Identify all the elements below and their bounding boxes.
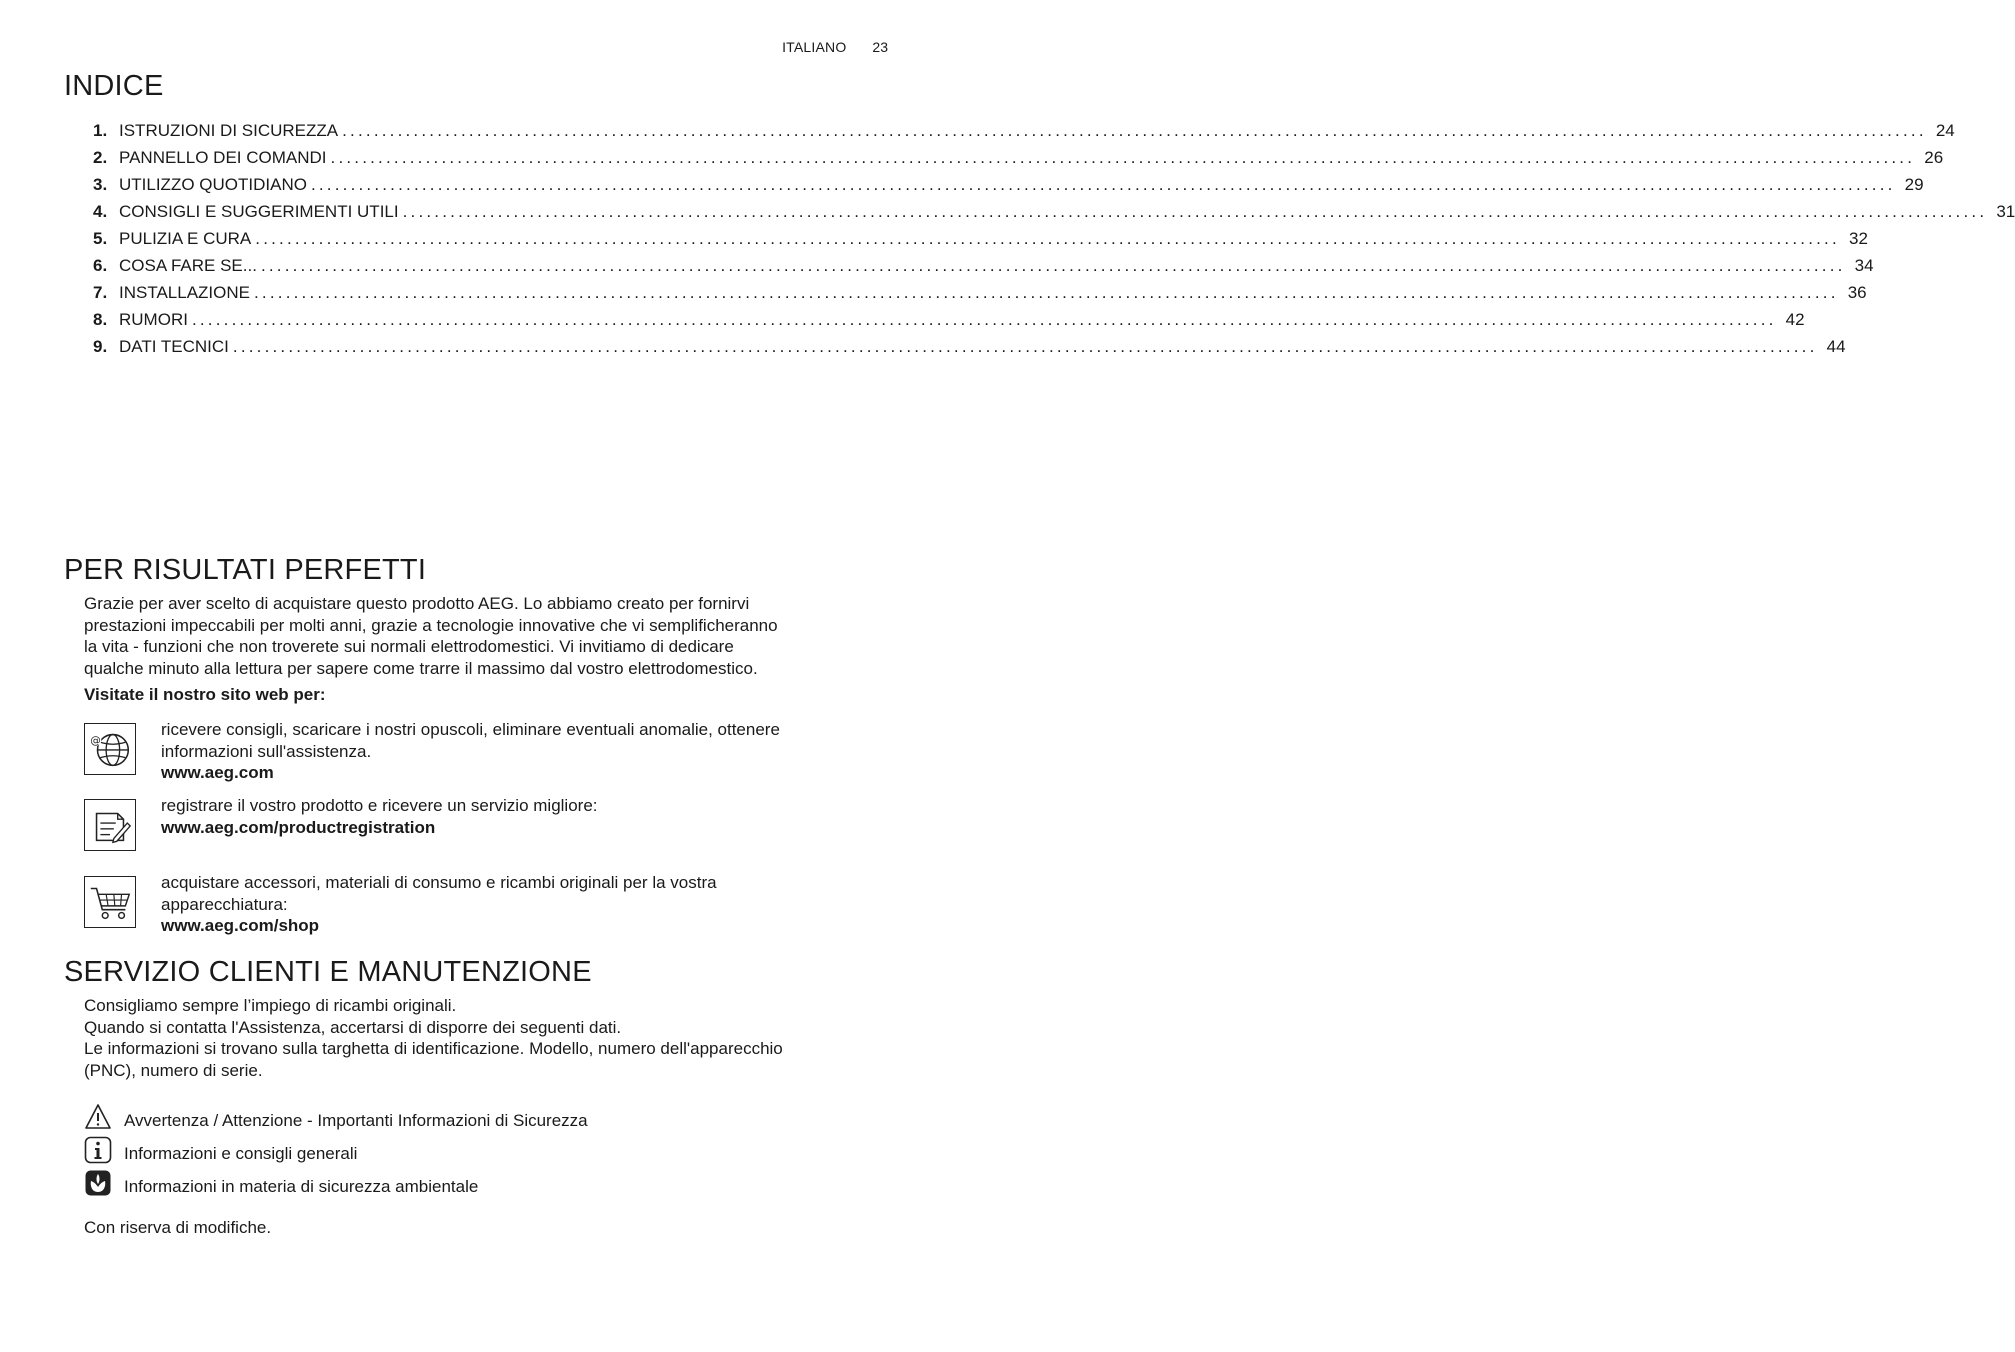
toc-entry-number: 4. — [93, 202, 108, 221]
link-line: apparecchiatura: — [161, 894, 288, 914]
legend-item — [84, 1169, 896, 1202]
toc-entry-page: 36 — [1847, 283, 1867, 302]
link-line: ricevere consigli, scaricare i nostri opuscoli, eliminare eventuali anomalie, ottenere — [161, 720, 780, 739]
toc-leader-dots: ........................................................................................................................................................................................................ — [342, 121, 1927, 140]
toc-entry[interactable] — [93, 148, 1944, 175]
perfetti-intro — [84, 593, 896, 679]
link-url-shop[interactable]: www.aeg.com/shop — [161, 916, 320, 935]
toc-entry-number: 8. — [93, 310, 108, 329]
header-language: ITALIANO — [782, 39, 847, 55]
toc-entry-title: CONSIGLI E SUGGERIMENTI UTILI — [119, 202, 399, 221]
toc-entry-page: 31 — [1996, 202, 2015, 221]
toc-entry-title: RUMORI — [119, 310, 188, 329]
toc-entry-title: UTILIZZO QUOTIDIANO — [119, 175, 307, 194]
warning-triangle-icon — [84, 1103, 112, 1131]
intro-line: la vita - funzioni che non troverete sui normali elettrodomestici. Vi invitiamo di dedicare — [84, 637, 734, 656]
link-item-web — [84, 720, 896, 782]
toc-entry[interactable] — [93, 256, 1874, 283]
symbol-legend — [84, 1103, 896, 1202]
toc-leader-dots: ........................................................................................................................................................................................................ — [330, 148, 1916, 167]
toc-entry[interactable] — [93, 283, 1867, 310]
toc-entry-page: 32 — [1848, 229, 1868, 248]
link-url-productregistration[interactable]: www.aeg.com/productregistration — [161, 817, 436, 837]
link-item-registration — [84, 796, 896, 855]
toc-entry-title: PANNELLO DEI COMANDI — [119, 148, 327, 167]
legend-text: Avvertenza / Attenzione - Importanti Informazioni di Sicurezza — [124, 1111, 588, 1130]
legend-item — [84, 1103, 896, 1136]
toc-entry-page: 44 — [1826, 337, 1846, 356]
intro-line: qualche minuto alla lettura per sapere come trarre il massimo dal vostro elettrodomestico. — [84, 658, 758, 678]
visit-label: Visitate il nostro sito web per: — [84, 685, 326, 704]
link-url-aeg[interactable]: www.aeg.com — [161, 763, 274, 782]
toc-entry[interactable] — [93, 310, 1805, 337]
legend-text: Informazioni in materia di sicurezza ambientale — [124, 1177, 479, 1196]
toc-entry-title: ISTRUZIONI DI SICUREZZA — [119, 121, 339, 140]
servizio-line: Quando si contatta l'Assistenza, accertarsi di disporre dei seguenti dati. — [84, 1017, 622, 1037]
link-description — [161, 872, 896, 937]
shopping-cart-icon — [84, 876, 136, 928]
toc-entry-title: DATI TECNICI — [119, 337, 229, 356]
toc-leader-dots: ........................................................................................................................................................................................................ — [232, 337, 1818, 356]
toc-entry-number: 6. — [93, 256, 108, 275]
servizio-text — [84, 995, 896, 1081]
toc-entry[interactable] — [93, 337, 1846, 364]
toc-entry-page: 34 — [1854, 256, 1874, 275]
table-of-contents — [93, 121, 2015, 364]
toc-entry-number: 3. — [93, 175, 108, 194]
toc-entry[interactable] — [93, 229, 1868, 256]
intro-line: Grazie per aver scelto di acquistare questo prodotto AEG. Lo abbiamo creato per fornirvi — [84, 594, 750, 613]
toc-entry-page: 26 — [1924, 148, 1944, 167]
servizio-title: SERVIZIO CLIENTI E MANUTENZIONE — [64, 956, 592, 988]
toc-leader-dots: ........................................................................................................................................................................................................ — [255, 229, 1840, 248]
header-page-number: 23 — [872, 39, 888, 55]
legend-text: Informazioni e consigli generali — [124, 1144, 358, 1163]
toc-leader-dots: ........................................................................................................................................................................................................ — [402, 202, 1988, 221]
toc-entry[interactable] — [93, 202, 2015, 229]
link-description — [161, 795, 896, 838]
servizio-line: (PNC), numero di serie. — [84, 1060, 263, 1080]
toc-leader-dots: ........................................................................................................................................................................................................ — [254, 283, 1839, 302]
servizio-line: Consigliamo sempre l’impiego di ricambi originali. — [84, 996, 457, 1015]
link-item-shop — [84, 873, 896, 935]
toc-entry-number: 2. — [93, 148, 108, 167]
toc-leader-dots: ........................................................................................................................................................................................................ — [260, 256, 1846, 275]
footer-note: Con riserva di modifiche. — [84, 1218, 272, 1237]
toc-entry-page: 42 — [1785, 310, 1805, 329]
globe-icon — [84, 723, 136, 775]
toc-leader-dots: ........................................................................................................................................................................................................ — [191, 310, 1777, 329]
toc-entry-title: INSTALLAZIONE — [119, 283, 250, 302]
toc-entry[interactable] — [93, 121, 1955, 148]
info-icon — [84, 1136, 112, 1164]
legend-item — [84, 1136, 896, 1169]
toc-entry-page: 24 — [1935, 121, 1955, 140]
toc-entry-page: 29 — [1904, 175, 1924, 194]
toc-entry-title: COSA FARE SE... — [119, 256, 257, 275]
servizio-line: Le informazioni si trovano sulla targhetta di identificazione. Modello, numero dell'apparecchio — [84, 1039, 783, 1058]
toc-leader-dots: ........................................................................................................................................................................................................ — [310, 175, 1896, 194]
link-line: registrare il vostro prodotto e ricevere un servizio migliore: — [161, 796, 598, 815]
link-description — [161, 719, 896, 784]
intro-line: prestazioni impeccabili per molti anni, grazie a tecnologie innovative che vi semplificheranno — [84, 615, 778, 635]
indice-title: INDICE — [64, 70, 164, 102]
toc-entry-number: 9. — [93, 337, 108, 356]
perfetti-title: PER RISULTATI PERFETTI — [64, 554, 427, 586]
link-line: acquistare accessori, materiali di consumo e ricambi originali per la vostra — [161, 873, 717, 892]
toc-entry-number: 1. — [93, 121, 108, 140]
toc-entry-number: 7. — [93, 283, 108, 302]
environment-leaf-icon — [84, 1169, 112, 1197]
toc-entry-title: PULIZIA E CURA — [119, 229, 252, 248]
svg-text:@: @ — [90, 735, 101, 748]
page-header — [782, 39, 888, 55]
link-line: informazioni sull'assistenza. — [161, 741, 372, 761]
toc-entry[interactable] — [93, 175, 1924, 202]
registration-form-icon — [84, 799, 136, 851]
toc-entry-number: 5. — [93, 229, 108, 248]
